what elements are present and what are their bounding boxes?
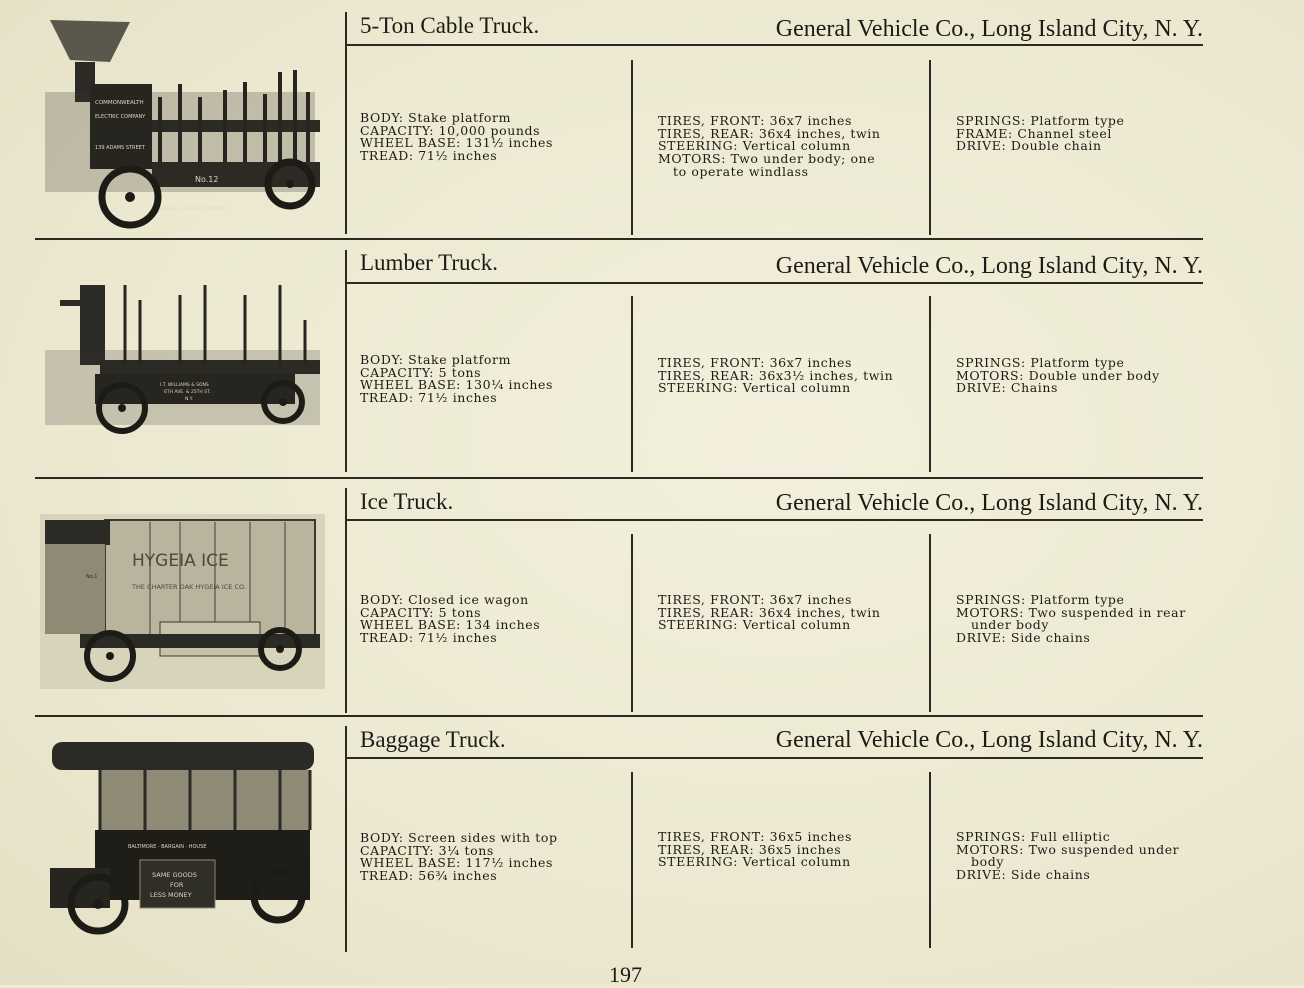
truck-photo	[40, 280, 325, 440]
spec-line: BODY: Closed ice wagon	[360, 592, 529, 607]
photo-text: No.12	[195, 175, 219, 184]
column-divider	[631, 534, 633, 712]
truck-photo	[40, 738, 325, 938]
truck-title: Ice Truck.	[360, 489, 454, 514]
header-rule	[346, 282, 1203, 284]
spec-column-1	[360, 832, 558, 883]
photo-text: THE CHARTER OAK HYGEIA ICE CO.	[132, 583, 246, 591]
column-divider	[929, 534, 931, 712]
spec-line: WHEEL BASE: 117½ inches	[360, 855, 554, 871]
spec-column-1	[360, 112, 553, 163]
column-divider	[929, 772, 931, 948]
photo-text: I.T. WILLIAMS & SONS	[160, 383, 209, 388]
spec-line: TREAD: 71½ inches	[360, 630, 498, 646]
spec-line: FRAME: Channel steel	[956, 125, 1112, 141]
truck-title: Lumber Truck.	[360, 250, 498, 275]
page-number: 197	[609, 962, 642, 987]
column-divider	[631, 296, 633, 472]
spec-line: TIRES, FRONT: 36x7 inches	[658, 113, 853, 128]
spec-column-3	[956, 831, 1179, 882]
spec-line: DRIVE: Double chain	[956, 138, 1102, 154]
spec-line: body	[971, 854, 1004, 870]
header-rule	[346, 519, 1203, 521]
spec-line: SPRINGS: Platform type	[956, 355, 1125, 370]
spec-line: STEERING: Vertical column	[658, 617, 851, 633]
spec-line: SPRINGS: Full elliptic	[956, 829, 1111, 844]
spec-line: TIRES, REAR: 36x3½ inches, twin	[658, 367, 894, 383]
manufacturer: General Vehicle Co., Long Island City, N. Y.	[775, 16, 1203, 42]
spec-line: under body	[971, 617, 1050, 633]
spec-line: DRIVE: Chains	[956, 380, 1059, 396]
spec-column-1	[360, 594, 540, 645]
spec-column-1	[360, 354, 553, 405]
spec-column-2	[658, 594, 881, 632]
spec-line: WHEEL BASE: 131½ inches	[360, 135, 554, 151]
photo-text: LESS MONEY	[150, 891, 192, 899]
photo-text: No.1	[86, 574, 98, 580]
spec-column-2	[658, 115, 881, 179]
spec-line: to operate windlass	[673, 163, 809, 179]
truck-illustration	[40, 514, 325, 689]
spec-line: TREAD: 56¾ inches	[360, 868, 498, 884]
manufacturer: General Vehicle Co., Long Island City, N. Y.	[775, 727, 1203, 753]
truck-title: 5-Ton Cable Truck.	[360, 13, 540, 38]
spec-line: WHEEL BASE: 134 inches	[360, 617, 541, 633]
column-divider	[345, 488, 347, 713]
spec-line: BODY: Stake platform	[360, 352, 512, 367]
spec-line: CAPACITY: 5 tons	[360, 364, 482, 380]
manufacturer: General Vehicle Co., Long Island City, N. Y.	[775, 490, 1203, 516]
column-divider	[929, 296, 931, 472]
header-rule	[346, 44, 1203, 46]
spec-line: TREAD: 71½ inches	[360, 390, 498, 406]
photo-text: COMMONWEALTH	[95, 100, 144, 106]
spec-column-2	[658, 831, 852, 869]
truck-photo	[40, 514, 325, 689]
spec-line: SPRINGS: Platform type	[956, 113, 1125, 128]
truck-illustration	[40, 280, 325, 440]
header-rule	[346, 757, 1203, 759]
truck-photo	[40, 12, 325, 232]
spec-line: CAPACITY: 3¼ tons	[360, 842, 494, 858]
photo-text: SAME GOODS	[152, 871, 197, 879]
truck-illustration	[40, 12, 325, 232]
spec-line: TREAD: 71½ inches	[360, 148, 498, 164]
spec-line: DRIVE: Side chains	[956, 867, 1091, 883]
spec-line: MOTORS: Two suspended under	[956, 841, 1180, 857]
photo-text: ELECTRIC COMPANY	[95, 114, 146, 120]
spec-line: TIRES, FRONT: 36x5 inches	[658, 829, 853, 844]
spec-column-3	[956, 594, 1186, 645]
spec-column-3	[956, 115, 1125, 153]
entry-separator	[35, 715, 1203, 717]
spec-line: MOTORS: Double under body	[956, 367, 1160, 383]
spec-line: CAPACITY: 5 tons	[360, 604, 482, 620]
spec-line: TIRES, REAR: 36x4 inches, twin	[658, 604, 881, 620]
photo-text: 139 ADAMS STREET	[95, 145, 145, 151]
spec-line: STEERING: Vertical column	[658, 138, 851, 154]
photo-text: FOR	[170, 881, 184, 889]
spec-line: BODY: Stake platform	[360, 110, 512, 125]
spec-line: CAPACITY: 10,000 pounds	[360, 122, 541, 138]
spec-line: SPRINGS: Platform type	[956, 592, 1125, 607]
spec-line: WHEEL BASE: 130¼ inches	[360, 377, 554, 393]
entry-separator	[35, 238, 1203, 240]
truck-illustration	[40, 738, 325, 938]
spec-line: STEERING: Vertical column	[658, 380, 851, 396]
spec-line: TIRES, FRONT: 36x7 inches	[658, 592, 853, 607]
spec-line: BODY: Screen sides with top	[360, 830, 558, 845]
photo-text: 6TH AVE. & 25TH ST.	[164, 390, 211, 395]
spec-line: TIRES, FRONT: 36x7 inches	[658, 355, 853, 370]
column-divider	[929, 60, 931, 235]
spec-line: MOTORS: Two suspended in rear	[956, 604, 1186, 620]
spec-line: DRIVE: Side chains	[956, 630, 1091, 646]
column-divider	[345, 726, 347, 952]
truck-title: Baggage Truck.	[360, 727, 506, 752]
spec-line: TIRES, REAR: 36x4 inches, twin	[658, 125, 881, 141]
spec-column-3	[956, 357, 1160, 395]
column-divider	[631, 60, 633, 235]
photo-text: BALTIMORE · BARGAIN · HOUSE	[128, 844, 207, 850]
spec-line: TIRES, REAR: 36x5 inches	[658, 841, 842, 857]
spec-line: MOTORS: Two under body; one	[658, 151, 876, 167]
column-divider	[631, 772, 633, 948]
spec-column-2	[658, 357, 893, 395]
photo-text: GENERAL VEHICLE COMPANY	[160, 207, 226, 212]
manufacturer: General Vehicle Co., Long Island City, N. Y.	[775, 253, 1203, 279]
photo-text: N.Y.	[185, 397, 194, 402]
entry-separator	[35, 477, 1203, 479]
spec-line: STEERING: Vertical column	[658, 854, 851, 870]
photo-text: HYGEIA ICE	[132, 551, 229, 571]
